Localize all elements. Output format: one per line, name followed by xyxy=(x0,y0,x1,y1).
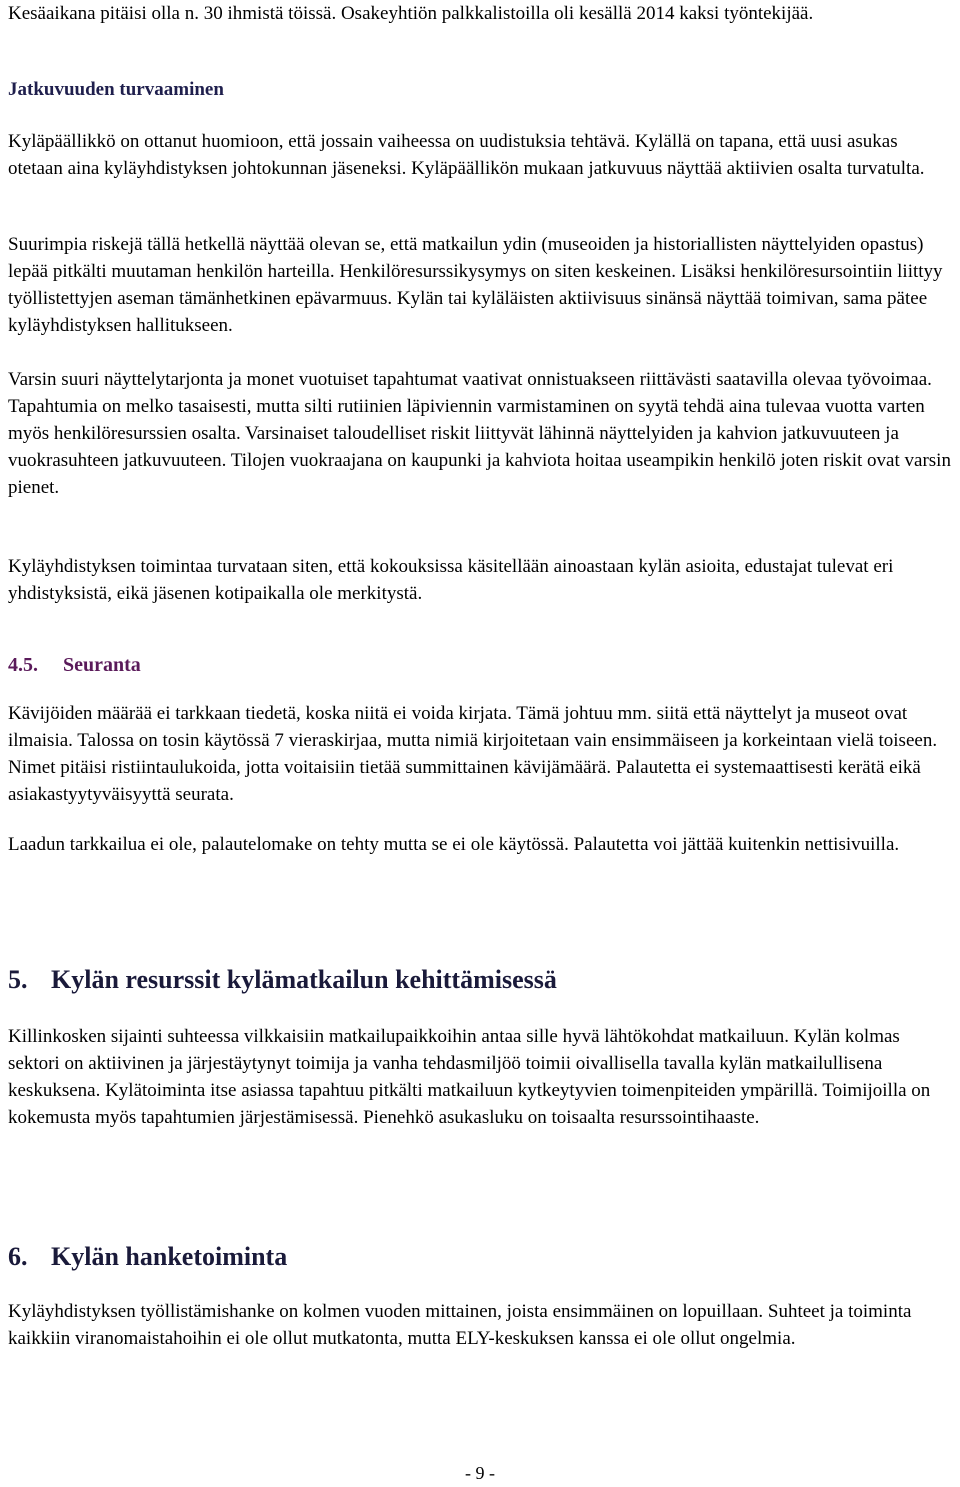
section-heading-5 xyxy=(8,964,557,996)
section-title: Seuranta xyxy=(63,654,141,676)
section-number: 5. xyxy=(8,965,28,994)
section-heading-4-5 xyxy=(8,652,141,679)
paragraph-risks: Suurimpia riskejä tällä hetkellä näyttää olevan se, että matkailun ydin (museoiden ja historiallisten näyttelyiden opastus) lepää pitkälti muutaman henkilön harteilla. Henkilöresurssikysymys on siten keskeinen. Lisäksi henkilöresursointiin liittyy työllistettyjen aseman tämänhetkinen epävarmuus. Kylän tai kyläläisten aktiivisuus sinänsä näyttää toimivan, sama pätee kyläyhdistyksen hallitukseen. xyxy=(8,234,943,336)
section-heading-6 xyxy=(8,1241,287,1273)
paragraph-projects: Kyläyhdistyksen työllistämishanke on kolmen vuoden mittainen, joista ensimmäinen on lopuillaan. Suhteet ja toiminta kaikkiin viranomaistahoihin ei ole ollut mutkatonta, mutta ELY-keskuksen kanssa ei ole ollut ongelmia. xyxy=(8,1301,912,1349)
subheading-continuity: Jatkuvuuden turvaaminen xyxy=(8,79,224,100)
page-number: - 9 - xyxy=(465,1463,495,1483)
paragraph-events: Varsin suuri näyttelytarjonta ja monet vuotuiset tapahtumat vaativat onnistuakseen riittävästi saatavilla olevaa työvoimaa. Tapahtumia on melko tasaisesti, mutta silti rutiinien läpiviennin varmistaminen on syytä tehdä aina tulevaa vuotta varten myös henkilöresurssien osalta. Varsinaiset taloudelliset riskit liittyvät lähinnä näyttelyiden ja kahvion jatkuvuuteen ja vuokrasuhteen jatkuvuuteen. Tilojen vuokraajana on kaupunki ja kahviota hoitaa useampikin henkilö joten riskit ovat varsin pienet. xyxy=(8,369,951,498)
section-title: Kylän resurssit kylämatkailun kehittämisessä xyxy=(51,965,557,994)
paragraph-association: Kyläyhdistyksen toimintaa turvataan siten, että kokouksissa käsitellään ainoastaan kylän asioita, edustajat tulevat eri yhdistyksistä, eikä jäsenen kotipaikalla ole merkitystä. xyxy=(8,556,894,604)
paragraph-continuity: Kyläpäällikkö on ottanut huomioon, että jossain vaiheessa on uudistuksia tehtävä. Kylällä on tapana, että uusi asukas otetaan aina kyläyhdistyksen johtokunnan jäseneksi. Kyläpäällikön mukaan jatkuvuus näyttää aktiivien osalta turvatulta. xyxy=(8,131,925,179)
paragraph-staffing: Kesäaikana pitäisi olla n. 30 ihmistä töissä. Osakeyhtiön palkkalistoilla oli kesällä 2014 kaksi työntekijää. xyxy=(8,3,814,24)
paragraph-quality: Laadun tarkkailua ei ole, palautelomake on tehty mutta se ei ole käytössä. Palautetta voi jättää kuitenkin nettisivuilla. xyxy=(8,834,900,855)
section-number: 4.5. xyxy=(8,654,38,676)
paragraph-visitors: Kävijöiden määrää ei tarkkaan tiedetä, koska niitä ei voida kirjata. Tämä johtuu mm. siitä että näyttelyt ja museot ovat ilmaisia. Talossa on tosin käytössä 7 vieraskirjaa, mutta nimiä kirjoitetaan vain ensimmäiseen ja korkeintaan vielä toiseen. Nimet pitäisi ristiintaulukoida, jotta voitaisiin tietää summittainen kävijämäärä. Palautetta ei systemaattisesti kerätä eikä asiakastyytyväisyyttä seurata. xyxy=(8,703,938,805)
paragraph-resources: Killinkosken sijainti suhteessa vilkkaisiin matkailupaikkoihin antaa sille hyvä lähtökohdat matkailuun. Kylän kolmas sektori on aktiivinen ja järjestäytynyt toimija ja vanha tehdasmiljöö toimii oivallisella tavalla kylän matkailullisena keskuksena. Kylätoiminta itse asiassa tapahtuu pitkälti matkailuun kytkeytyvien toimenpiteiden ympärillä. Toimijoilla on kokemusta myös tapahtumien järjestämisessä. Pienehkö asukasluku on toisaalta resurssointihaaste. xyxy=(8,1026,931,1128)
section-number: 6. xyxy=(8,1242,28,1271)
section-title: Kylän hanketoiminta xyxy=(51,1242,288,1271)
